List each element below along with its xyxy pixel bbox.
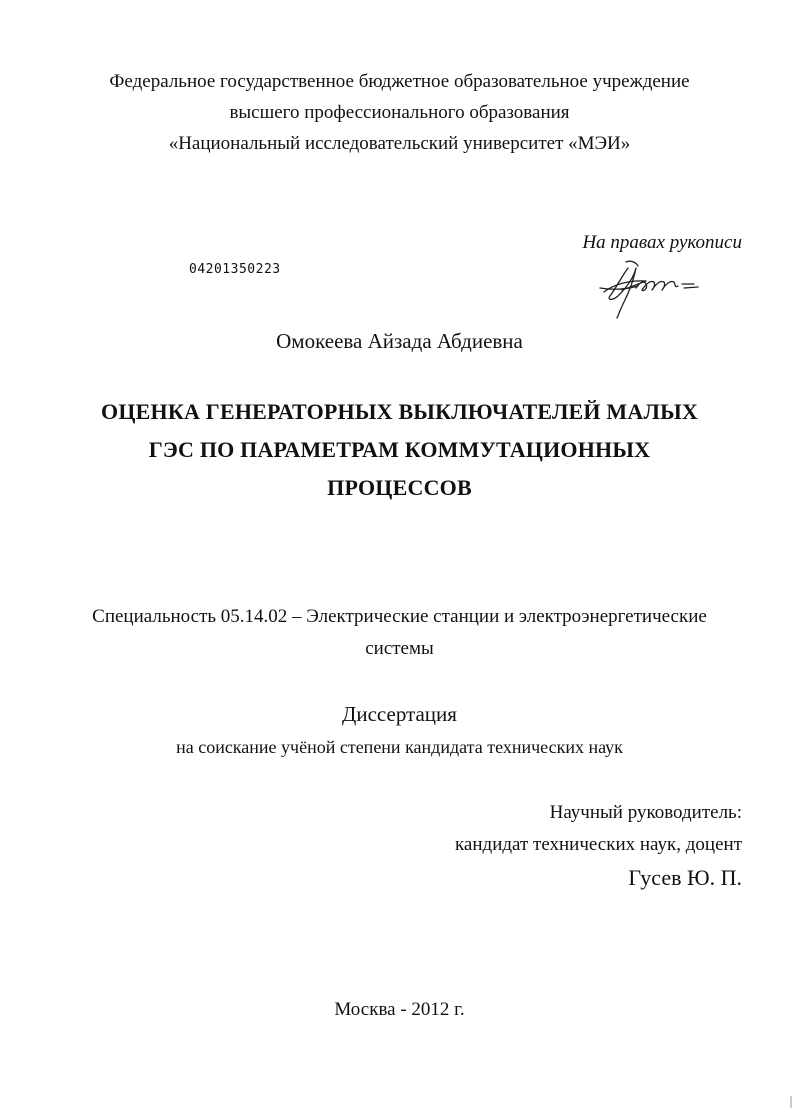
place-year: Москва - 2012 г.: [334, 999, 465, 1020]
supervisor-label: Научный руководитель:: [549, 802, 742, 823]
supervisor-degree: кандидат технических наук, доцент: [454, 834, 742, 855]
institution-line-1: Федеральное государственное бюджетное образовательное учреждение: [109, 71, 690, 92]
specialty-line-1: Специальность 05.14.02 – Электрические станции и электроэнергетические: [92, 606, 707, 627]
title-line-2: ГЭС ПО ПАРАМЕТРАМ КОММУТАЦИОННЫХ: [148, 437, 651, 462]
dissertation-subtitle: на соискание учёной степени кандидата технических наук: [176, 737, 623, 757]
author-name: Омокеева Айзада Абдиевна: [276, 329, 523, 353]
dissertation-label: Диссертация: [342, 702, 457, 726]
title-line-3: ПРОЦЕССОВ: [327, 475, 472, 500]
document-code: 04201350223: [189, 262, 281, 277]
institution-line-3: «Национальный исследовательский университет «МЭИ»: [168, 133, 631, 154]
institution-line-2: высшего профессионального образования: [229, 102, 570, 123]
manuscript-note: На правах рукописи: [582, 232, 742, 253]
supervisor-name: Гусев Ю. П.: [628, 865, 742, 890]
scan-edge-mark: [789, 1095, 793, 1109]
title-line-1: ОЦЕНКА ГЕНЕРАТОРНЫХ ВЫКЛЮЧАТЕЛЕЙ МАЛЫХ: [101, 399, 698, 424]
specialty-line-2: системы: [365, 638, 434, 659]
signature-icon: [598, 254, 708, 320]
